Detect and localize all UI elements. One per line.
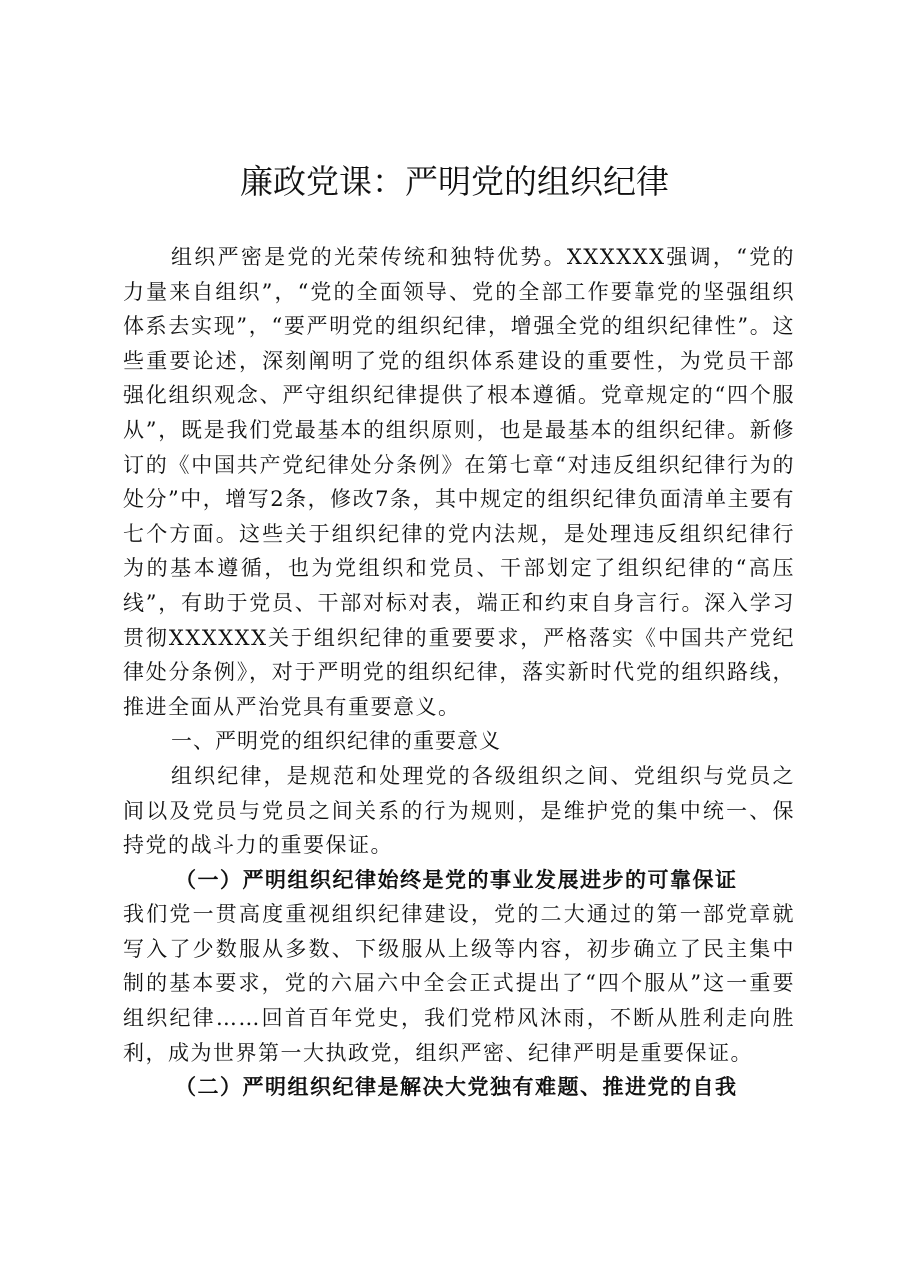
subsection-heading-1: （一）严明组织纪律始终是党的事业发展进步的可靠保证 bbox=[175, 866, 738, 892]
document-title: 廉政党课：严明党的组织纪律 bbox=[240, 162, 669, 201]
document-body bbox=[123, 240, 795, 1105]
subsection-heading-2: （二）严明组织纪律是解决大党独有难题、推进党的自我 bbox=[175, 1074, 738, 1100]
section-1-paragraph: 组织纪律，是规范和处理党的各级组织之间、党组织与党员之间以及党员与党员之间关系的行为规则，是维护党的集中统一、保持党的战斗力的重要保证。 bbox=[123, 763, 795, 858]
intro-paragraph: 组织严密是党的光荣传统和独特优势。XXXXXX强调，“党的力量来自组织”，“党的全面领导、党的全部工作要靠党的坚强组织体系去实现”，“要严明党的组织纪律，增强全党的组织纪律性”。这些重要论述，深刻阐明了党的组织体系建设的重要性，为党员干部强化组织观念、严守组织纪律提供了根本遵循。党章规定的“四个服从”，既是我们党最基本的组织原则，也是最基本的组织纪律。新修订的《中国共产党纪律处分条例》在第七章“对违反组织纪律行为的处分”中，增写2条，修改7条，其中规定的组织纪律负面清单主要有七个方面。这些关于组织纪律的党内法规，是处理违反组织纪律行为的基本遵循，也为党组织和党员、干部划定了组织纪律的“高压线”，有助于党员、干部对标对表，端正和约束自身言行。深入学习贯彻XXXXXX关于组织纪律的重要要求，严格落实《中国共产党纪律处分条例》，对于严明党的组织纪律，落实新时代党的组织路线，推进全面从严治党具有重要意义。 bbox=[123, 245, 795, 719]
subsection-1-paragraph: 我们党一贯高度重视组织纪律建设，党的二大通过的第一部党章就写入了少数服从多数、下级服从上级等内容，初步确立了民主集中制的基本要求，党的六届六中全会正式提出了“四个服从”这一重要组织纪律……回首百年党史，我们党栉风沐雨，不断从胜利走向胜利，成为世界第一大执政党，组织严密、纪律严明是重要保证。 bbox=[123, 902, 795, 1065]
section-heading-1: 一、严明党的组织纪律的重要意义 bbox=[171, 729, 501, 754]
